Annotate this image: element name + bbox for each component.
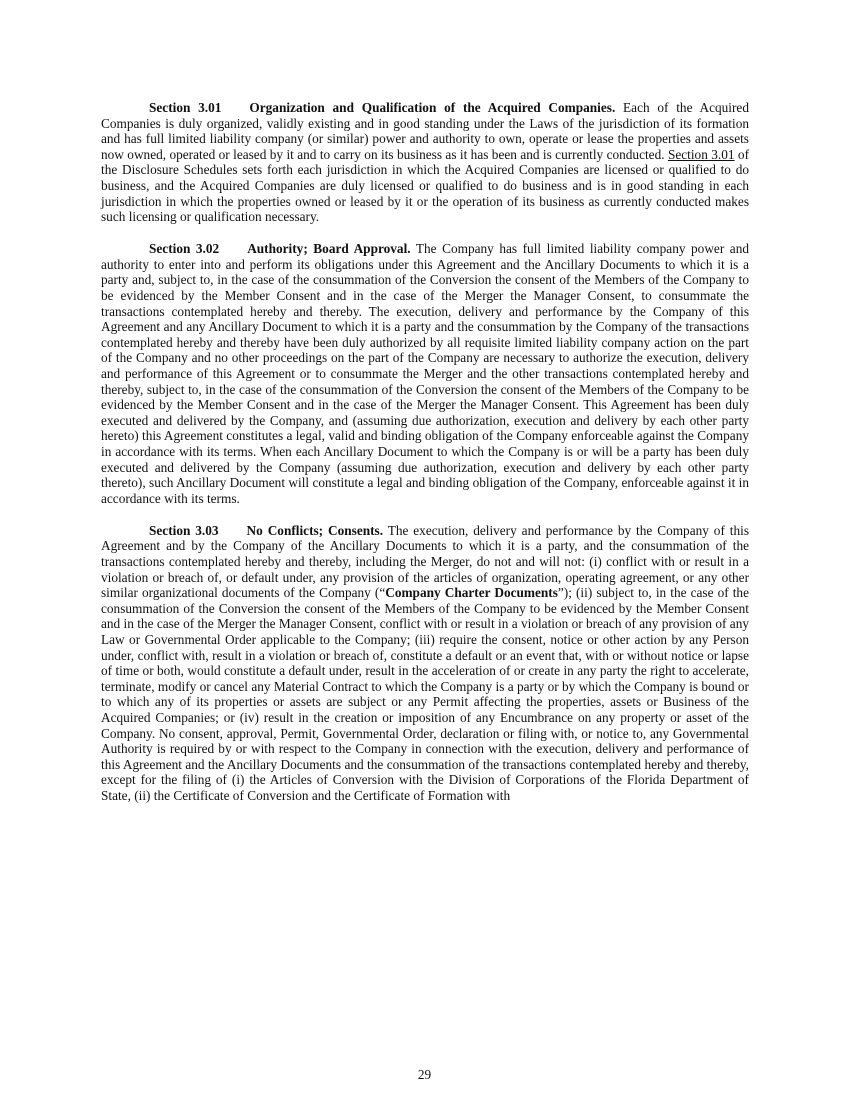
section-title: No Conflicts; Consents. — [246, 522, 384, 538]
section-paragraph — [101, 241, 749, 506]
section-3-01 — [101, 100, 749, 225]
section-title: Organization and Qualification of the Acquired Companies. — [249, 100, 616, 115]
document-page — [101, 100, 749, 820]
section-text: ”); (ii) subject to, in the case of the consummation of the Conversion the consent of the Members of the Company to be evidenced by the Member Consent and in the case of the Merger the Manager Consent, conflict with or result in a violation or breach of any provision of any Law or Governmental Order applicable to the Company; (iii) require the consent, notice or other action by any Person under, conflict with, result in a violation or breach of, constitute a default or an event that, with or without notice or lapse of time or both, would constitute a default under, result in the acceleration of or create in any party the right to accelerate, terminate, modify or cancel any Material Contract to which the Company is a party or by which the Company is bound or to which any of its properties or assets are subject or any Permit affecting the properties, assets or Business of the Acquired Companies; or (iv) result in the creation or imposition of any Encumbrance on any property or asset of the Company. No consent, approval, Permit, Governmental Order, declaration or filing with, or notice to, any Governmental Authority is required by or with respect to the Company in connection with the execution, delivery and performance of this Agreement and the Ancillary Documents and the consummation of the transactions contemplated hereby and thereby, except for the filing of (i) the Articles of Conversion with the Division of Corporations of the Florida Department of State, (ii) the Certificate of Conversion and the Certificate of Formation with — [101, 585, 749, 803]
section-text: The execution, delivery and performance by the Company of this Agreement and by the Company of the Ancillary Documents to which it is a party, and the consummation of the transactions contemplated hereby and thereby, including the Merger, do not and will not: (i) conflict with or result in a violation or breach of, or default under, any provision of the articles of organization, operating agreement, or any other similar organizational documents of the Company (“ — [101, 522, 749, 601]
section-number: Section 3.01 — [149, 100, 222, 115]
section-paragraph — [101, 100, 749, 225]
section-3-03 — [101, 523, 749, 804]
section-text: Each of the Acquired Companies is duly organized, validly existing and in good standing under the Laws of the jurisdiction of its formation and has full limited liability company (or similar) power and authority to own, operate or lease the properties and assets now owned, operated or leased by it and to carry on its business as it has been and is currently conducted. — [101, 100, 749, 162]
defined-term: Company Charter Documents — [385, 585, 558, 601]
section-3-02 — [101, 241, 749, 506]
section-paragraph — [101, 523, 749, 804]
section-number: Section 3.03 — [149, 522, 219, 538]
section-text: The Company has full limited liability company power and authority to enter into and perform its obligations under this Agreement and the Ancillary Documents to which it is a party and, subject to, in the case of the consummation of the Conversion the consent of the Members of the Company to be evidenced by the Member Consent and in the case of the Merger the Manager Consent, to consummate the transactions contemplated hereby and thereby. The execution, delivery and performance by the Company of this Agreement and any Ancillary Document to which it is a party and the consummation by the Company of the transactions contemplated hereby and thereby have been duly authorized by all requisite limited liability company action on the part of the Company and no other proceedings on the part of the Company are necessary to authorize the execution, delivery and performance of this Agreement or to consummate the Merger and the other transactions contemplated hereby and thereby, subject to, in the case of the consummation of the Conversion the consent of the Members of the Company to be evidenced by the Member Consent and in the case of the Merger the Manager Consent. This Agreement has been duly executed and delivered by the Company, and (assuming due authorization, execution and delivery by each other party hereto) this Agreement constitutes a legal, valid and binding obligation of the Company enforceable against the Company in accordance with its terms. When each Ancillary Document to which the Company is or will be a party has been duly executed and delivered by the Company (assuming due authorization, execution and delivery by each other party thereto), such Ancillary Document will constitute a legal and binding obligation of the Company, enforceable against it in accordance with its terms. — [101, 241, 750, 506]
section-number: Section 3.02 — [149, 241, 220, 257]
cross-reference: Section 3.01 — [667, 146, 735, 162]
section-title: Authority; Board Approval. — [247, 241, 411, 257]
page-number: 29 — [417, 1067, 432, 1082]
section-text: of the Disclosure Schedules sets forth each jurisdiction in which the Acquired Companies are licensed or qualified to do business, and the Acquired Companies are duly licensed or qualified to do business and is in good standing in each jurisdiction in which the properties owned or leased by it or the operation of its business as currently conducted makes such licensing or qualification necessary. — [101, 146, 749, 225]
